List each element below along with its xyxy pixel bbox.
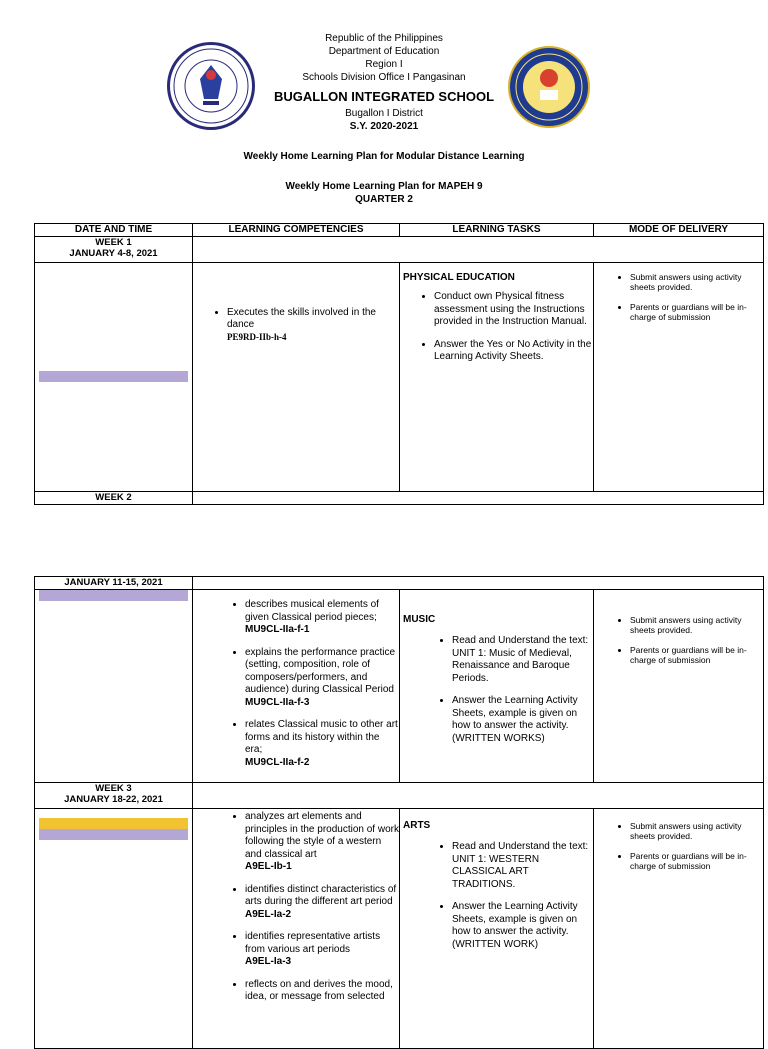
header-school-year: S.Y. 2020-2021 — [349, 121, 419, 132]
week3-label: WEEK 3 — [95, 783, 132, 794]
week2-comp3: relates Classical music to other art forms and its history within the era; — [245, 719, 398, 755]
week2-date-cell — [35, 590, 193, 783]
header-district: Bugallon I District — [345, 108, 423, 119]
pe-subject: PHYSICAL EDUCATION — [403, 272, 515, 283]
week3-code3: A9EL-Ia-3 — [245, 956, 292, 967]
delivery-parents: Parents or guardians will be in- charge of submission — [630, 851, 747, 871]
list-item — [227, 307, 399, 344]
week2-comp1: describes musical elements of given Classical period pieces; — [245, 599, 379, 623]
list-item — [245, 599, 399, 637]
header-division: Schools Division Office I Pangasinan — [302, 72, 466, 83]
col-delivery: MODE OF DELIVERY — [594, 224, 764, 237]
week2-competency-cell — [193, 590, 400, 783]
arts-subject: ARTS — [403, 820, 431, 831]
list-item — [630, 272, 763, 292]
week2-code2: MU9CL-IIa-f-3 — [245, 696, 310, 708]
week3-task2-b: (WRITTEN WORK) — [452, 938, 539, 950]
list-item — [452, 635, 593, 685]
highlight-bar — [39, 829, 188, 840]
delivery-submit: Submit answers using activity sheets provided. — [630, 821, 742, 841]
week3-task2-a: Answer the Learning Activity Sheets, example is given on how to answer the activity. — [452, 901, 578, 937]
list-item — [245, 884, 399, 922]
title-mapeh: Weekly Home Learning Plan for MAPEH 9 — [285, 181, 483, 192]
list-item — [245, 979, 399, 1004]
music-subject: MUSIC — [403, 614, 436, 625]
week2-delivery-cell — [594, 590, 764, 783]
week3-task-cell — [400, 809, 594, 1049]
school-name: BUGALLON INTEGRATED SCHOOL — [273, 89, 495, 104]
col-date-time: DATE AND TIME — [35, 224, 193, 237]
week1-dates: JANUARY 4-8, 2021 — [69, 248, 158, 259]
week2-task2-b: (WRITTEN WORKS) — [452, 732, 545, 744]
header-region: Region I — [365, 59, 403, 70]
week3-task1-a: Read and Understand the text: — [452, 841, 589, 852]
list-item — [452, 695, 593, 745]
list-item — [434, 339, 593, 364]
week2-task2-a: Answer the Learning Activity Sheets, example is given on how to answer the activity. — [452, 695, 578, 731]
list-item — [630, 302, 763, 322]
list-item — [452, 901, 593, 951]
week2-code1: MU9CL-IIa-f-1 — [245, 624, 310, 635]
week3-code1: A9EL-Ib-1 — [245, 861, 292, 872]
week2-task1-b: UNIT 1: Music of Medieval, Renaissance and Baroque Periods. — [452, 647, 572, 684]
week2-label: WEEK 2 — [35, 492, 193, 505]
learning-plan-table-2 — [34, 576, 764, 1049]
week3-delivery-cell — [594, 809, 764, 1049]
week2-task-cell — [400, 590, 594, 783]
week1-delivery-cell — [594, 263, 764, 492]
week3-code2: A9EL-Ia-2 — [245, 908, 292, 920]
list-item — [245, 931, 399, 969]
list-item — [434, 291, 593, 329]
list-item — [630, 851, 763, 871]
col-tasks: LEARNING TASKS — [400, 224, 594, 237]
list-item — [630, 615, 763, 635]
week3-dates: JANUARY 18-22, 2021 — [64, 794, 163, 805]
week3-competency-cell — [193, 809, 400, 1049]
highlight-bar — [39, 590, 188, 601]
week1-code: PE9RD-IIb-h-4 — [227, 332, 287, 342]
week2-code3: MU9CL-IIa-f-2 — [245, 756, 310, 768]
list-item — [630, 821, 763, 841]
list-item — [452, 841, 593, 891]
week2-task1-a: Read and Understand the text: — [452, 635, 589, 646]
delivery-submit: Submit answers using activity sheets provided. — [630, 615, 742, 635]
learning-plan-table-1 — [34, 223, 764, 505]
highlight-bar-gold — [39, 818, 188, 829]
week1-cell — [35, 237, 193, 263]
week3-task1-b: UNIT 1: WESTERN CLASSICAL ART TRADITIONS. — [452, 853, 540, 890]
list-item — [630, 645, 763, 665]
week1-task-cell — [400, 263, 594, 492]
week2-dates: JANUARY 11-15, 2021 — [35, 577, 193, 590]
week1-label: WEEK 1 — [95, 237, 132, 248]
list-item — [245, 719, 399, 769]
title-quarter: QUARTER 2 — [355, 194, 413, 205]
week3-comp4: reflects on and derives the mood, idea, or message from selected — [245, 978, 393, 1002]
header-republic: Republic of the Philippines — [325, 33, 443, 44]
header-department: Department of Education — [328, 46, 440, 57]
week3-comp3: identifies representative artists from various art periods — [245, 931, 381, 955]
delivery-parents: Parents or guardians will be in- charge of submission — [630, 302, 747, 322]
week3-cell — [35, 783, 193, 809]
week1-competency-cell — [193, 263, 400, 492]
week1-task2: Answer the Yes or No Activity in the Learning Activity Sheets. — [434, 338, 592, 362]
delivery-parents: Parents or guardians will be in- charge of submission — [630, 645, 747, 665]
highlight-bar — [39, 371, 188, 382]
week1-task1: Conduct own Physical fitness assessment using the Instructions provided in the Instruction Manual. — [434, 291, 587, 327]
week3-comp2: identifies distinct characteristics of arts during the different art period — [245, 883, 397, 907]
week3-comp1: analyzes art elements and principles in the production of work following the style of a western and classical art — [245, 811, 399, 860]
list-item — [245, 647, 399, 710]
col-competencies: LEARNING COMPETENCIES — [193, 224, 400, 237]
list-item — [245, 811, 399, 874]
week3-date-cell — [35, 809, 193, 1049]
week2-comp2: explains the performance practice (setting, composition, role of composers/performers, and audience) during Classical Period — [245, 646, 396, 695]
week1-competency: Executes the skills involved in the dance — [227, 307, 376, 330]
delivery-submit: Submit answers using activity sheets provided. — [630, 272, 742, 292]
title-plan: Weekly Home Learning Plan for Modular Distance Learning — [243, 151, 525, 162]
